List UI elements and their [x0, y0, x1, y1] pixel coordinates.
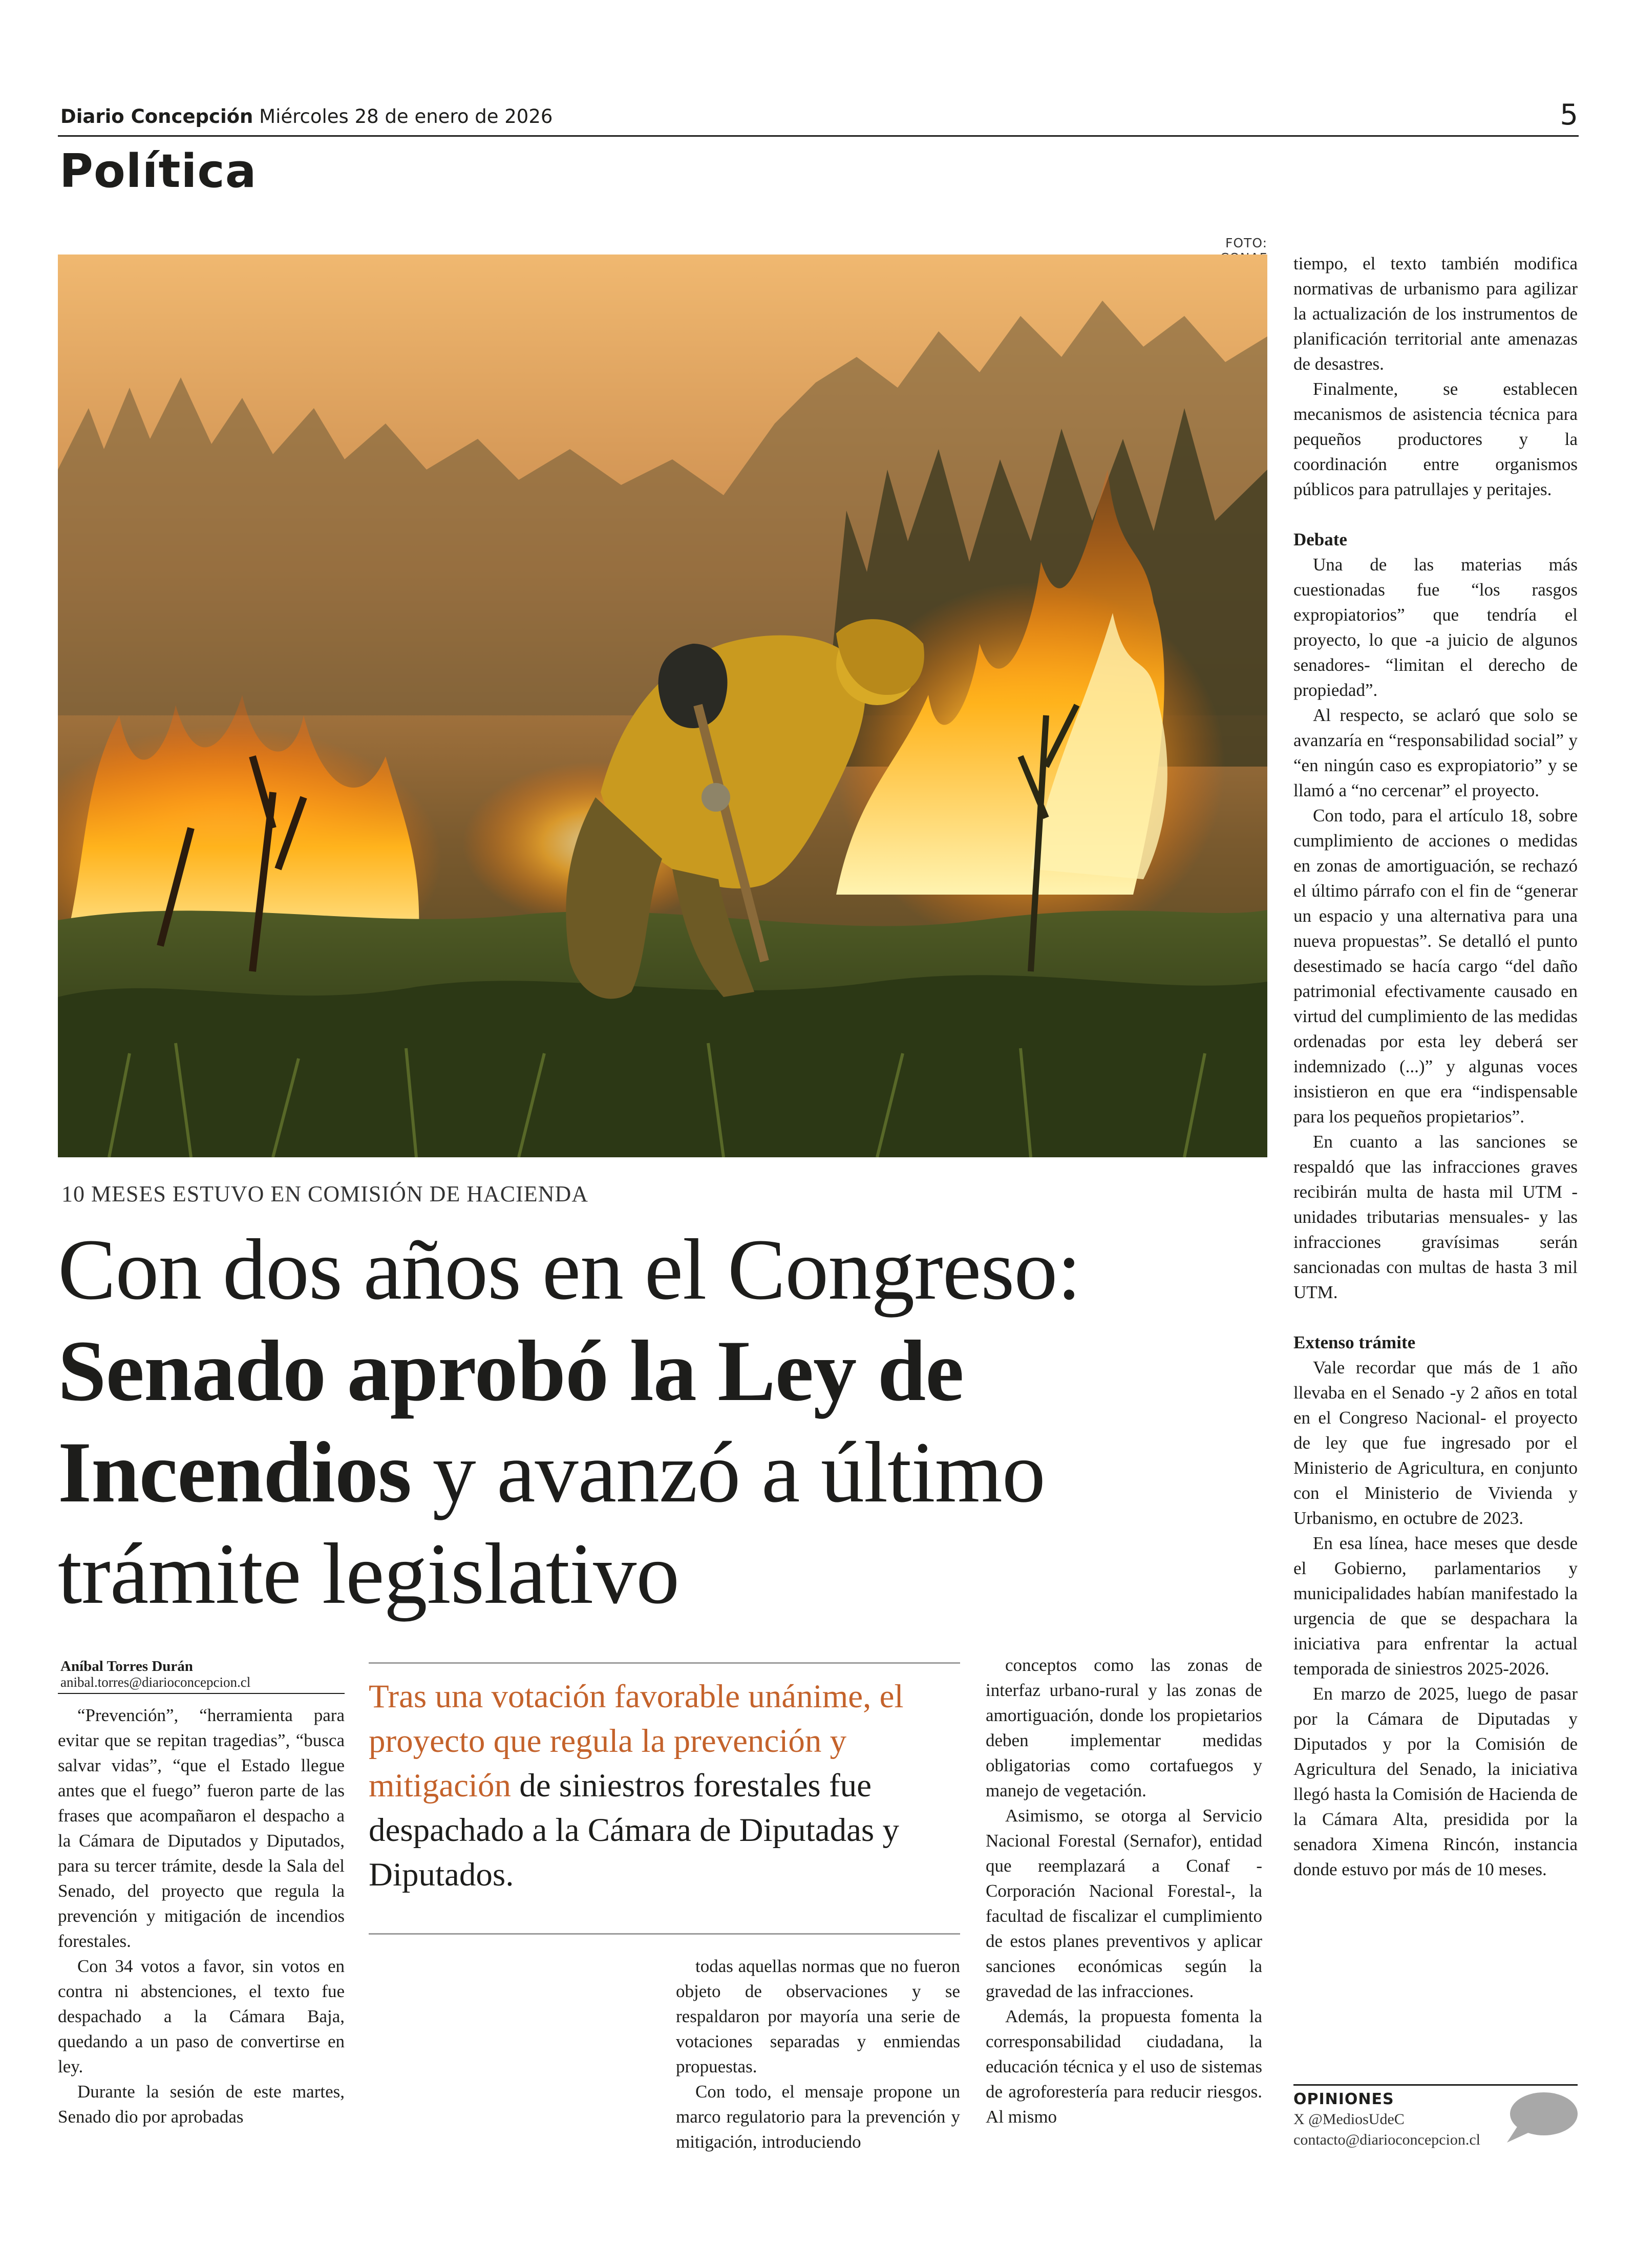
wildfire-photo	[58, 255, 1267, 1157]
opinions-x-handle[interactable]: X @MediosUdeC	[1293, 2111, 1405, 2128]
page-number: 5	[1560, 98, 1578, 132]
paragraph: Vale recordar que más de 1 año llevaba en el Senado -y 2 años en total en el Congreso Nacional- el proyecto de ley que fue ingresado por el Ministerio de Agricultura, en conjunto con el Ministerio de Vivienda y Urbanismo, en octubre de 2023.	[1293, 1358, 1578, 1528]
paragraph: En marzo de 2025, luego de pasar por la Cámara de Diputadas y Diputados y por la Comisión de Agricultura del Senado, la iniciativa llegó hasta la Comisión de Hacienda de la Cámara Alta, presidida por la senadora Ximena Rincón, instancia donde estuvo por más de 10 meses.	[1293, 1684, 1578, 1879]
paragraph: Además, la propuesta fomenta la corresponsabilidad ciudadana, la educación técnica y el uso de sistemas de agroforestería para reducir riesgos. Al mismo	[986, 2006, 1262, 2127]
headline-bold-2: Incendios	[58, 1424, 412, 1520]
paragraph: conceptos como las zonas de interfaz urbano-rural y las zonas de amortiguación, donde los propietarios deben implementar medidas obligatorias como cortafuegos y manejo de vegetación.	[986, 1655, 1262, 1800]
headline-rest-2: y avanzó a último	[411, 1424, 1045, 1520]
headline-bold-1: Senado aprobó la Ley de	[58, 1323, 964, 1419]
subhead-extenso-tramite: Extenso trámite	[1293, 1332, 1416, 1352]
article-headline	[58, 1219, 1251, 1624]
speech-bubble-icon	[1503, 2089, 1580, 2146]
lead-highlight: Tras una votación favorable unánime, el proyecto que regula la prevención y mitigación	[369, 1678, 904, 1804]
paragraph: Con todo, para el artículo 18, sobre cumplimiento de acciones o medidas en zonas de amortiguación, se rechazó el último párrafo con el fin de “generar un espacio y una alternativa para una nueva propuestas”. Se detalló el punto desestimado se hacía cargo “del daño patrimonial efectivamente causado en virtud del cumplimiento de las medidas ordenadas por esta ley deberá ser indemnizado (...)” y algunas voces insistieron en que era “indispensable para los pequeños propietarios”.	[1293, 806, 1578, 1127]
paragraph: Con todo, el mensaje propone un marco regulatorio para la prevención y mitigación, introduciendo	[676, 2082, 960, 2152]
paragraph: tiempo, el texto también modifica normativas de urbanismo para agilizar la actualización de los instrumentos de planificación territorial ante amenazas de desastres.	[1293, 253, 1578, 374]
photo-credit: FOTO:	[1225, 236, 1267, 250]
issue-date: Miércoles 28 de enero de 2026	[259, 105, 553, 128]
paragraph: Al respecto, se aclaró que solo se avanzaría en “responsabilidad social” y “en ningún caso es expropiatorio” y se llamó a “no cercenar” el proyecto.	[1293, 705, 1578, 800]
subhead-debate: Debate	[1293, 529, 1347, 549]
wildfire-illustration	[58, 255, 1267, 1157]
article-lead	[369, 1674, 960, 1897]
paragraph: Una de las materias más cuestionadas fue “los rasgos expropiatorios” que tendría el proyecto, lo que -a juicio de algunos senadores- “limitan el derecho de propiedad”.	[1293, 555, 1578, 700]
article-kicker: 10 MESES ESTUVO EN COMISIÓN DE HACIENDA	[61, 1181, 588, 1206]
byline-email[interactable]: anibal.torres@diarioconcepcion.cl	[60, 1674, 251, 1690]
headline-line-1: Con dos años en el Congreso:	[58, 1221, 1081, 1318]
body-column-4	[1293, 251, 1578, 1882]
opinions-email[interactable]: contacto@diarioconcepcion.cl	[1293, 2131, 1480, 2148]
paper-name: Diario Concepción	[60, 105, 253, 128]
byline-author: Aníbal Torres Durán	[60, 1658, 193, 1674]
lead-divider-bottom	[369, 1933, 960, 1935]
header-divider	[58, 135, 1579, 137]
section-title: Política	[59, 144, 257, 198]
paragraph: En esa línea, hace meses que desde el Gobierno, parlamentarios y municipalidades habían manifestado la urgencia de que se despachara la iniciativa para enfrentar la actual temporada de siniestros 2025-2026.	[1293, 1533, 1578, 1679]
paragraph: Durante la sesión de este martes, Senado dio por aprobadas	[58, 2082, 345, 2127]
paragraph: Con 34 votos a favor, sin votos en contra ni abstenciones, el texto fue despachado a la Cámara Baja, quedando a un paso de convertirse en ley.	[58, 1956, 345, 2076]
paragraph: En cuanto a las sanciones se respaldó que las infracciones graves recibirán multa de hasta mil UTM -unidades tributarias mensuales- y las infracciones gravísimas serán sancionadas con multas de hasta 3 mil UTM.	[1293, 1132, 1578, 1302]
lead-rest: de siniestros forestales fue despachado a la Cámara de Diputadas y Diputados.	[369, 1767, 899, 1893]
body-column-1	[58, 1703, 345, 2129]
paragraph: Finalmente, se establecen mecanismos de asistencia técnica para pequeños productores y la coordinación entre organismos públicos para patrullajes y peritajes.	[1293, 379, 1578, 499]
lead-divider-top	[369, 1662, 960, 1664]
paragraph: “Prevención”, “herramienta para evitar que se repitan tragedias”, “busca salvar vidas”, “que el Estado llegue antes que el fuego” fueron parte de las frases que acompañaron el despacho a la Cámara de Diputados y Diputados, para su tercer trámite, desde la Sala del Senado, del proyecto que regula la prevención y mitigación de incendios forestales.	[58, 1705, 345, 1951]
paragraph: Asimismo, se otorga al Servicio Nacional Forestal (Sernafor), entidad que reemplazará a Conaf -Corporación Nacional Forestal-, la facultad de fiscalizar el cumplimiento de estos planes preventivos y aplicar sanciones económicas según la gravedad de las infracciones.	[986, 1806, 1262, 2001]
body-column-2	[676, 1954, 960, 2154]
opinions-title: OPINIONES	[1293, 2090, 1394, 2108]
opinions-divider	[1293, 2084, 1578, 2086]
paragraph: todas aquellas normas que no fueron objeto de observaciones y se respaldaron por mayoría una serie de votaciones separadas y enmiendas propuestas.	[676, 1956, 960, 2076]
byline-divider	[58, 1693, 345, 1694]
body-column-3	[986, 1652, 1262, 2129]
masthead	[60, 105, 553, 128]
headline-line-4: trámite legislativo	[58, 1525, 679, 1622]
